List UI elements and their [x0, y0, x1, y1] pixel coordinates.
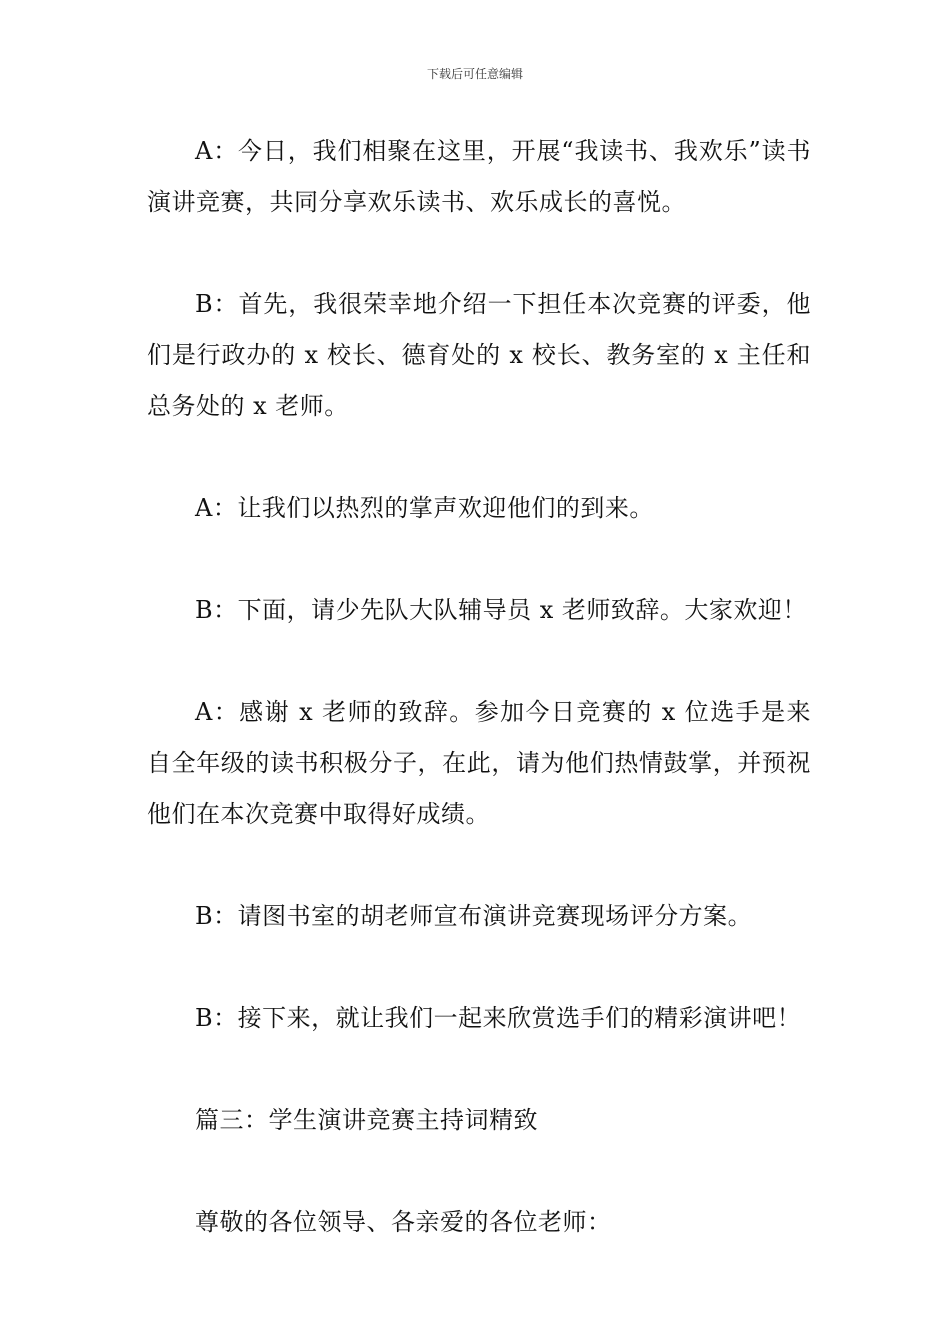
paragraph-5: A：感谢 x 老师的致辞。参加今日竞赛的 x 位选手是来自全年级的读书积极分子，在此，请为他们热情鼓掌，并预祝他们在本次竞赛中取得好成绩。	[147, 698, 811, 828]
salutation: 尊敬的各位领导、各亲爱的各位老师：	[195, 1208, 612, 1236]
paragraph-2: B：首先，我很荣幸地介绍一下担任本次竞赛的评委，他们是行政办的 x 校长、德育处的 x 校长、教务室的 x 主任和总务处的 x 老师。	[147, 290, 811, 420]
paragraph-4: B：下面，请少先队大队辅导员 x 老师致辞。大家欢迎！	[195, 596, 807, 624]
paragraph-7: B：接下来，就让我们一起来欣赏选手们的精彩演讲吧！	[195, 1004, 802, 1032]
paragraph-6: B：请图书室的胡老师宣布演讲竞赛现场评分方案。	[195, 902, 753, 930]
section-heading: 篇三：学生演讲竞赛主持词精致	[195, 1106, 538, 1134]
page-header: 下载后可任意编辑	[426, 67, 523, 81]
document-body	[147, 126, 811, 1248]
paragraph-3: A：让我们以热烈的掌声欢迎他们的到来。	[195, 494, 654, 522]
paragraph-1: A：今日，我们相聚在这里，开展“我读书、我欢乐”读书演讲竞赛，共同分享欢乐读书、欢乐成长的喜悦。	[147, 137, 811, 216]
